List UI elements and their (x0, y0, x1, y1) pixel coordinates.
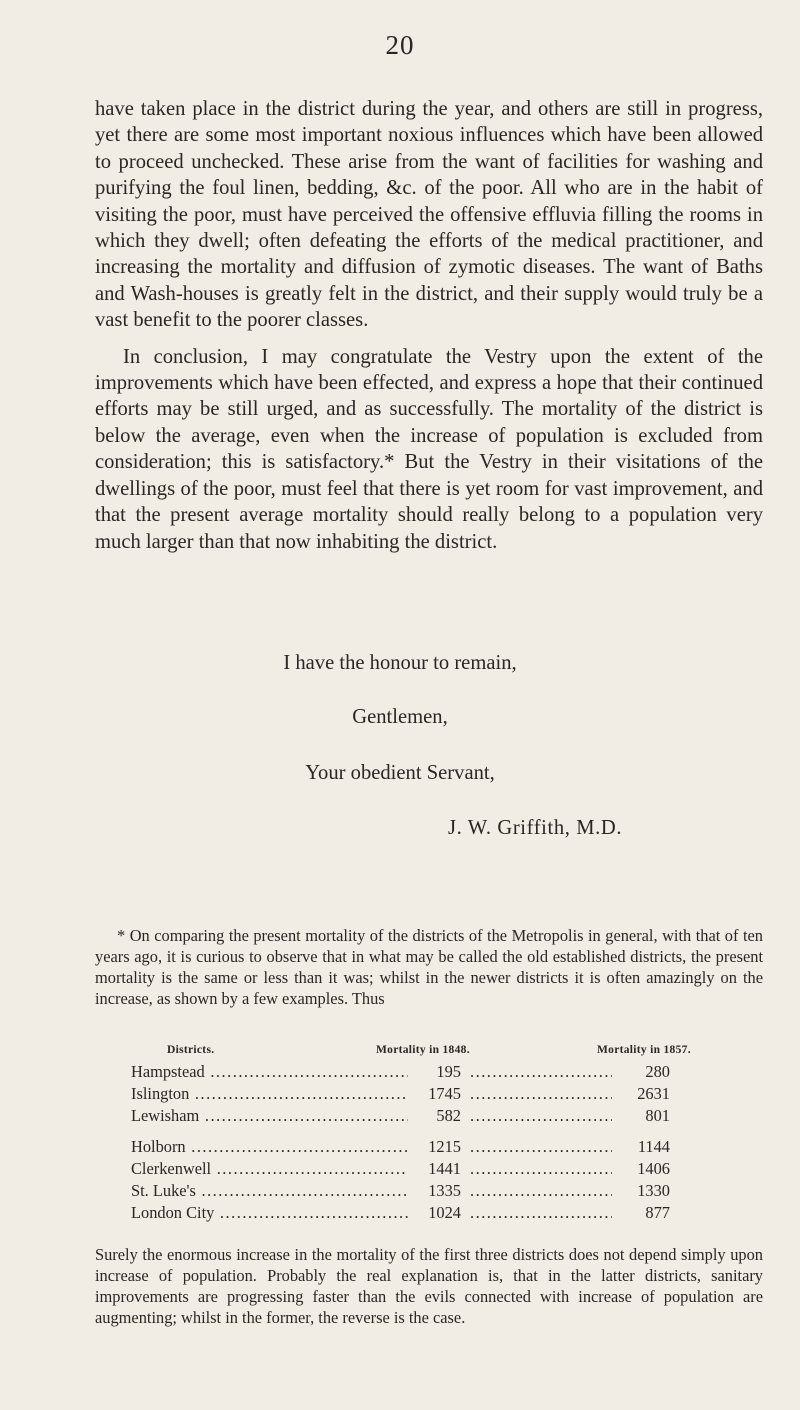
footnote-conclusion-text: Surely the enormous increase in the mortality of the first three districts does not depend simply upon increase of population. Probably the real explanation is, that in the latter districts, sanitary improvements are progressing faster than the evils connected with increase of population are augmenting; whilst in the former, the reverse is the case. (95, 1245, 763, 1327)
mortality-1848: 1215 (409, 1137, 461, 1157)
paragraph-1: have taken place in the district during the year, and others are still in progress, yet there are some most important noxious influences which have been allowed to proceed unchecked. These arise from the want of facilities for washing and purifying the foul linen, bedding, &c. of the poor. All who are in the habit of visiting the poor, must have perceived the offensive effluvia filling the rooms in which they dwell; often defeating the efforts of the medical practitioner, and increasing the mortality and diffusion of zymotic diseases. The want of Baths and Wash-houses is greatly felt in the district, and their supply would truly be a vast benefit to the poorer classes. (95, 98, 763, 332)
leader-dots (470, 1137, 613, 1157)
mortality-1848: 1024 (409, 1203, 461, 1223)
body-text (95, 96, 763, 555)
mortality-1848: 1745 (409, 1084, 461, 1104)
mortality-1848: 582 (409, 1106, 461, 1126)
district-name: Islington ..... (131, 1084, 408, 1104)
mortality-1857: 877 (612, 1203, 670, 1223)
footnote-intro (95, 925, 763, 1009)
mortality-1857: 801 (612, 1106, 670, 1126)
signature: J. W. Griffith, M.D. (448, 817, 623, 839)
footnote-conclusion (95, 1244, 763, 1328)
mortality-1857: 280 (612, 1062, 670, 1082)
leader-dots (470, 1084, 613, 1104)
table-row (0, 1203, 800, 1223)
footnote-intro-text: * On comparing the present mortality of the districts of the Metropolis in general, with that of ten years ago, it is curious to observe that in what may be called the old established districts, the present mortality is the same or less than it was; whilst in the newer districts it is often amazingly on the increase, as shown by a few examples. Thus (95, 926, 763, 1008)
district-name: Hampstead ..... (131, 1062, 408, 1082)
closing-salutation: Gentlemen, (352, 706, 448, 728)
district-name: Holborn ..... (131, 1137, 408, 1157)
leader-dots (470, 1203, 613, 1223)
header-mortality-1848: Mortality in 1848. (376, 1044, 470, 1056)
table-row (0, 1084, 800, 1104)
mortality-1857: 1406 (612, 1159, 670, 1179)
paragraph-2: In conclusion, I may congratulate the Vestry upon the extent of the improvements which have been effected, and express a hope that their continued efforts may be still urged, and as successfully. The mortality of the district is below the average, even when the increase of population is excluded from consideration; this is satisfactory.* But the Vestry in their visitations of the dwellings of the poor, must feel that there is yet room for vast improvement, and that the present average mortality should really belong to a population very much larger than that now inhabiting the district. (95, 345, 763, 553)
leader-dots (470, 1181, 613, 1201)
closing-remain: I have the honour to remain, (283, 652, 517, 674)
mortality-table-header (0, 1044, 800, 1062)
table-row (0, 1062, 800, 1082)
leader-dots (470, 1062, 613, 1082)
mortality-1857: 1144 (612, 1137, 670, 1157)
closing-servant: Your obedient Servant, (305, 762, 495, 784)
table-row (0, 1106, 800, 1126)
leader-dots (470, 1106, 613, 1126)
leader-dots (470, 1159, 613, 1179)
district-name: St. Luke's ..... (131, 1181, 408, 1201)
district-name: London City ..... (131, 1203, 408, 1223)
header-districts: Districts. (167, 1044, 215, 1056)
district-name: Lewisham ..... (131, 1106, 408, 1126)
table-row (0, 1181, 800, 1201)
mortality-1857: 1330 (612, 1181, 670, 1201)
mortality-1848: 1335 (409, 1181, 461, 1201)
page-number: 20 (385, 30, 415, 60)
district-name: Clerkenwell ..... (131, 1159, 408, 1179)
table-row (0, 1159, 800, 1179)
mortality-1857: 2631 (612, 1084, 670, 1104)
mortality-1848: 1441 (409, 1159, 461, 1179)
mortality-1848: 195 (409, 1062, 461, 1082)
header-mortality-1857: Mortality in 1857. (597, 1044, 691, 1056)
table-row (0, 1137, 800, 1157)
